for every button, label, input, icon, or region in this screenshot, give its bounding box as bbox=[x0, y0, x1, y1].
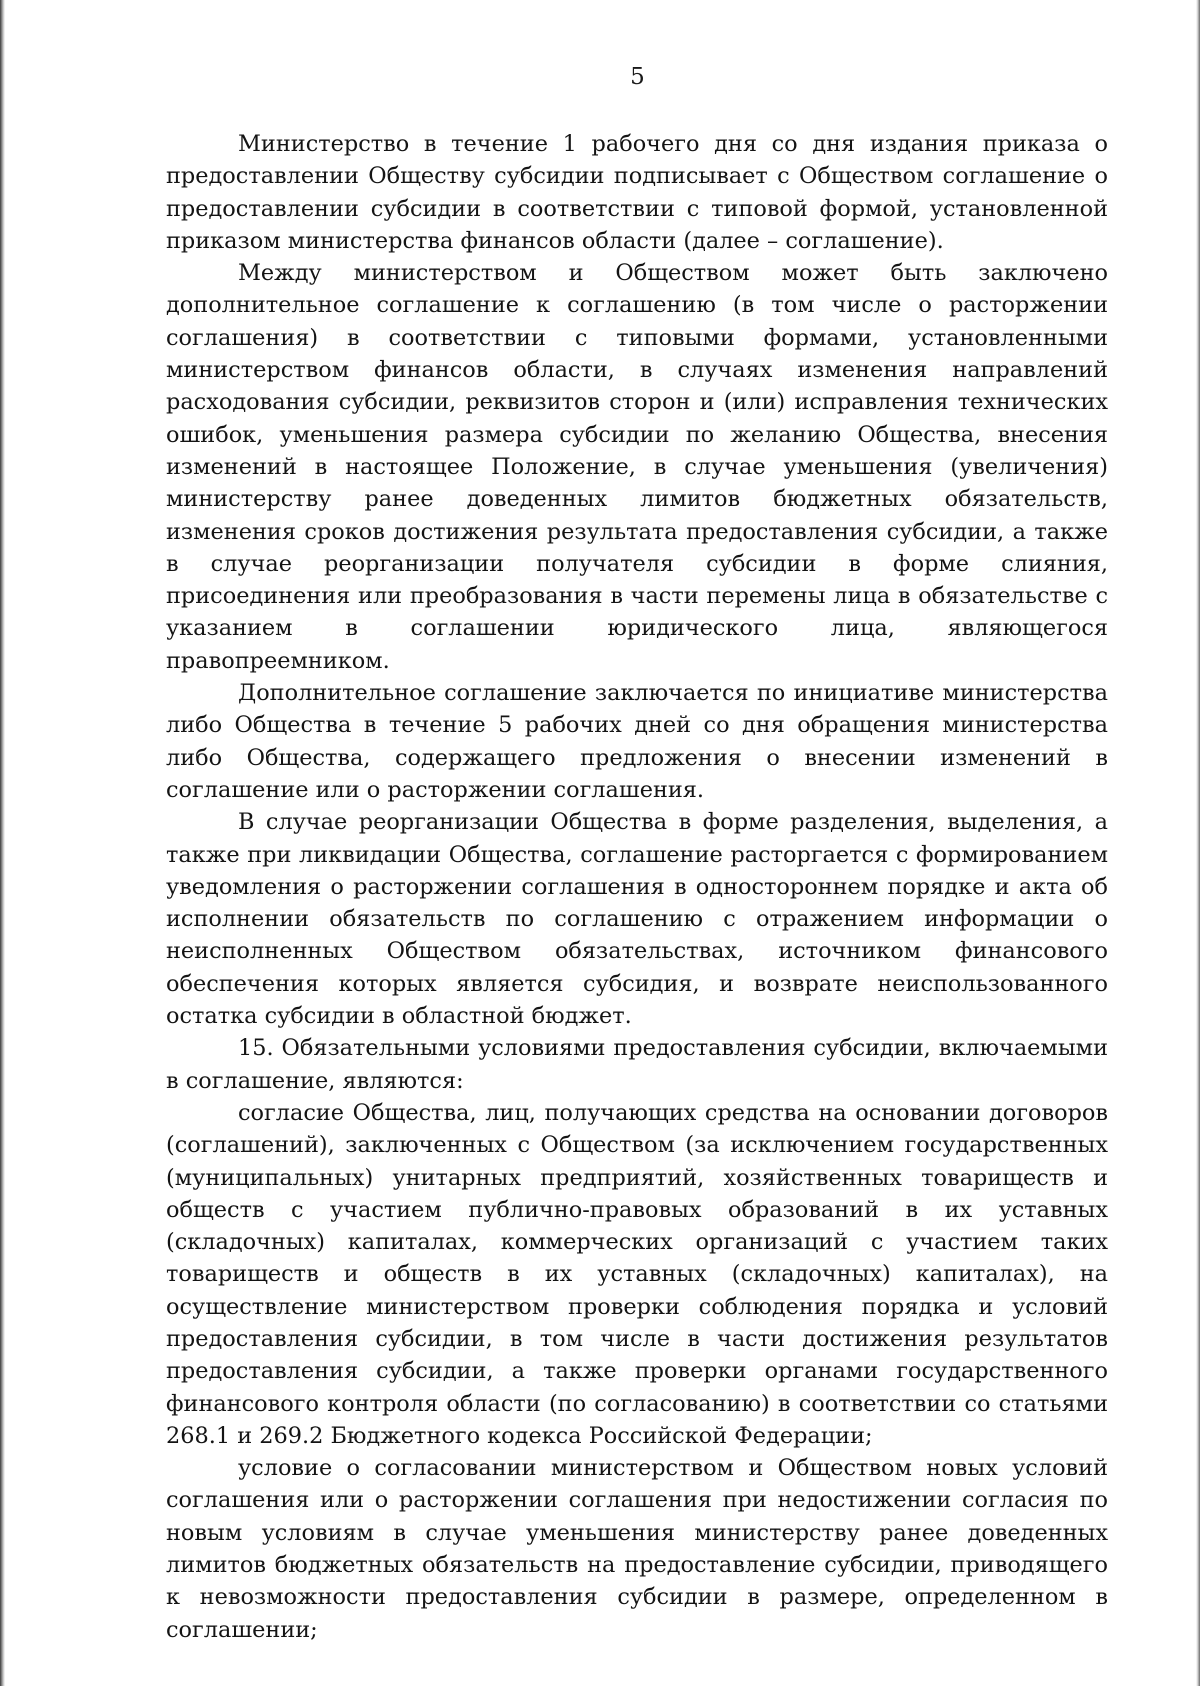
paragraph: В случае реорганизации Общества в форме разделения, выделения, а также при ликвидации Общества, соглашение расторгается с формированием уведомления о расторжении соглашения в одностороннем порядке и акта об исполнении обязательств по соглашению с отражением информации о неисполненных Обществом обязательствах, источником финансового обеспечения которых является субсидия, и возврате неиспользованного остатка субсидии в областной бюджет. bbox=[166, 809, 1108, 1030]
paragraph: Дополнительное соглашение заключается по инициативе министерства либо Общества в течение 5 рабочих дней со дня обращения министерства либо Общества, содержащего предложения о внесении изменений в соглашение или о расторжении соглашения. bbox=[166, 680, 1108, 803]
scan-edge-right bbox=[1196, 0, 1200, 1686]
paragraph: Между министерством и Обществом может быть заключено дополнительное соглашение к соглашению (в том числе о расторжении соглашения) в соответствии с типовыми формами, установленными министерством финансов области, в случаях изменения направлений расходования субсидии, реквизитов сторон и (или) исправления технических ошибок, уменьшения размера субсидии по желанию Общества, внесения изменений в настоящее Положение, в случае уменьшения (увеличения) министерству ранее доведенных лимитов бюджетных обязательств, изменения сроков достижения результата предоставления субсидии, а также в случае реорганизации получателя субсидии в форме слияния, присоединения или преобразования в части перемены лица в обязательстве с указанием в соглашении юридического лица, являющегося правопреемником. bbox=[166, 260, 1108, 674]
paragraph: согласие Общества, лиц, получающих средства на основании договоров (соглашений), заключенных с Обществом (за исключением государственных (муниципальных) унитарных предприятий, хозяйственных товариществ и обществ с участием публично-правовых образований в их уставных (складочных) капиталах, коммерческих организаций с участием таких товариществ и обществ в их уставных (складочных) капиталах), на осуществление министерством проверки соблюдения порядка и условий предоставления субсидии, в том числе в части достижения результатов предоставления субсидии, а также проверки органами государственного финансового контроля области (по согласованию) в соответствии со статьями 268.1 и 269.2 Бюджетного кодекса Российской Федерации; bbox=[166, 1099, 1108, 1449]
page-number: 5 bbox=[630, 64, 645, 90]
paragraph: Министерство в течение 1 рабочего дня со дня издания приказа о предоставлении Обществу субсидии подписывает с Обществом соглашение о предоставлении субсидии в соответствии с типовой формой, установленной приказом министерства финансов области (далее – соглашение). bbox=[166, 131, 1108, 254]
scan-edge-left bbox=[0, 0, 5, 1686]
document-body bbox=[166, 128, 1108, 1646]
paragraph: 15. Обязательными условиями предоставления субсидии, включаемыми в соглашение, являются: bbox=[166, 1035, 1108, 1094]
paragraph: условие о согласовании министерством и Обществом новых условий соглашения или о расторжении соглашения при недостижении согласия по новым условиям в случае уменьшения министерству ранее доведенных лимитов бюджетных обязательств на предоставление субсидии, приводящего к невозможности предоставления субсидии в размере, определенном в соглашении; bbox=[166, 1455, 1108, 1643]
